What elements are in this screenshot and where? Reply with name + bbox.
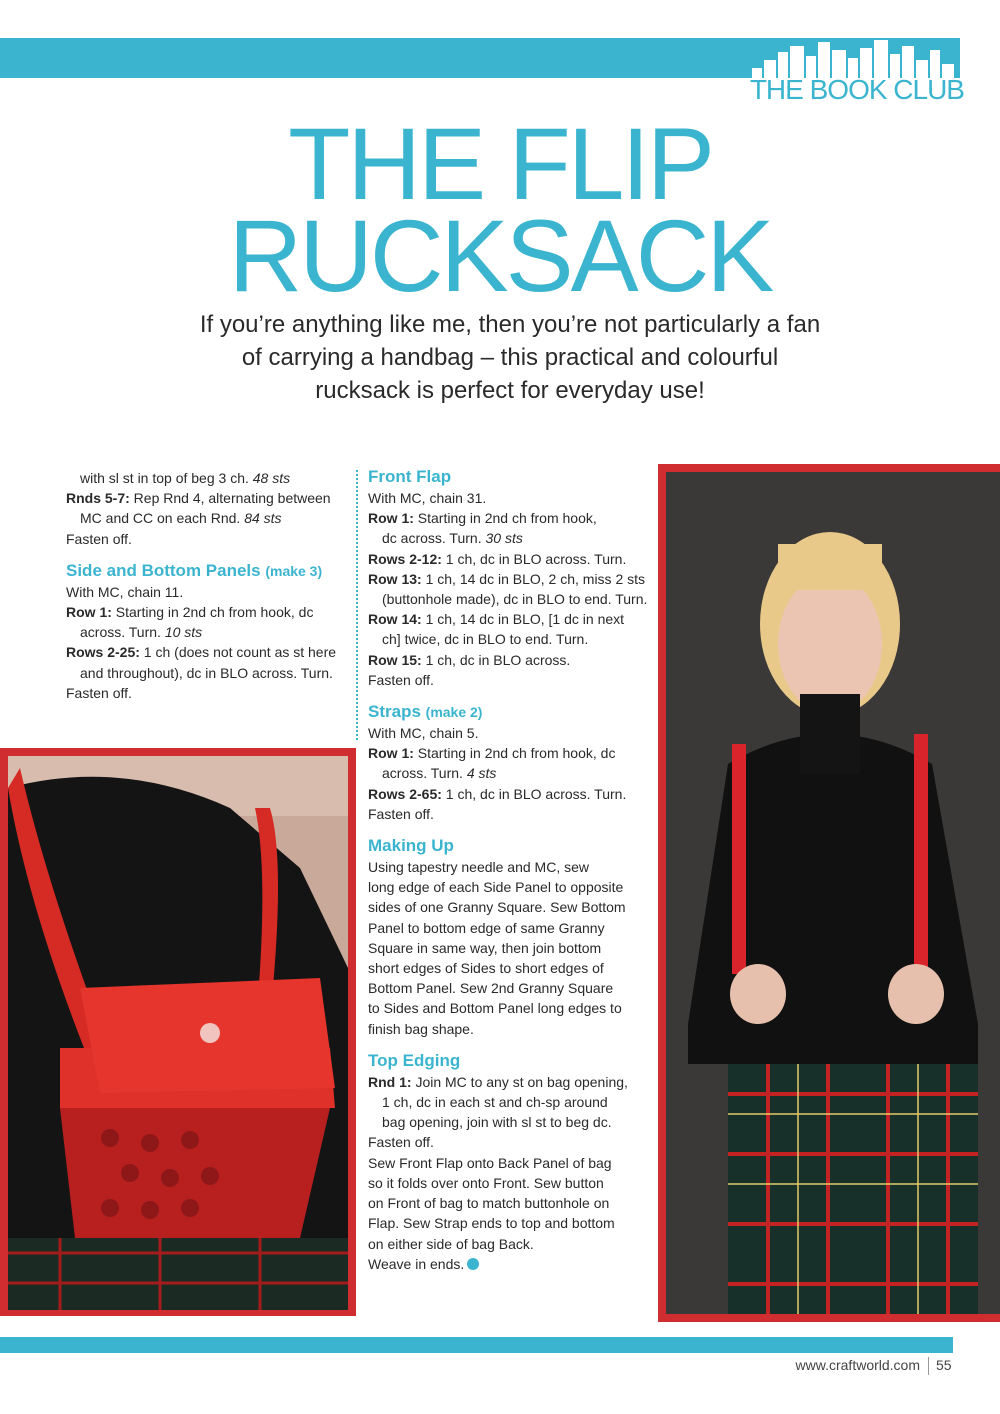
pattern-line bbox=[368, 650, 658, 670]
pattern-line: short edges of Sides to short edges of bbox=[368, 960, 604, 977]
pattern-line: Fasten off. bbox=[368, 671, 434, 688]
pattern-line: on either side of bag Back. bbox=[368, 1235, 534, 1252]
row-label: Row 15: bbox=[368, 651, 422, 668]
pattern-line bbox=[368, 1072, 658, 1092]
pattern-line: Using tapestry needle and MC, sew bbox=[368, 859, 589, 876]
stitch-count: 4 sts bbox=[466, 765, 497, 782]
line-text: 1 ch, dc in BLO across. Turn. bbox=[441, 550, 627, 567]
pattern-line: sides of one Granny Square. Sew Bottom bbox=[368, 899, 626, 916]
pattern-line: Fasten off. bbox=[368, 805, 434, 822]
pattern-line: Panel to bottom edge of same Granny bbox=[368, 919, 605, 936]
pattern-line bbox=[66, 468, 356, 488]
pattern-line: and throughout), dc in BLO across. Turn. bbox=[80, 664, 333, 681]
pattern-line: Square in same way, then join bottom bbox=[368, 939, 602, 956]
pattern-line bbox=[368, 569, 658, 589]
pattern-line: bag opening, join with sl st to beg dc. bbox=[382, 1114, 612, 1131]
pattern-line bbox=[368, 528, 658, 548]
line-text: Join MC to any st on bag opening, bbox=[411, 1073, 628, 1090]
pattern-line: 1 ch, dc in each st and ch-sp around bbox=[382, 1094, 608, 1111]
pattern-line: on Front of bag to match buttonhole on bbox=[368, 1195, 610, 1212]
line-text: Weave in ends. bbox=[368, 1255, 465, 1272]
pattern-line bbox=[368, 1254, 658, 1274]
pattern-line bbox=[66, 488, 356, 508]
pattern-line: (buttonhole made), dc in BLO to end. Turn. bbox=[382, 591, 648, 608]
footer-separator bbox=[928, 1357, 929, 1375]
heading-text: Straps bbox=[368, 702, 421, 722]
line-text: across. Turn. bbox=[80, 624, 165, 641]
row-label: Row 14: bbox=[368, 611, 422, 628]
row-label: Rnds 5-7: bbox=[66, 490, 130, 507]
rucksack-photo bbox=[0, 748, 356, 1316]
line-text: across. Turn. bbox=[382, 765, 467, 782]
pattern-line: With MC, chain 5. bbox=[368, 725, 479, 742]
model-photo bbox=[658, 464, 1000, 1322]
line-text: 1 ch, 14 dc in BLO, [1 dc in next bbox=[421, 611, 625, 628]
intro-line: rucksack is perfect for everyday use! bbox=[315, 377, 705, 404]
row-label: Row 13: bbox=[368, 570, 422, 587]
row-label: Rnd 1: bbox=[368, 1073, 412, 1090]
section-label: THE BOOK CLUB bbox=[749, 74, 964, 105]
article-title-line1: THE FLIP bbox=[288, 107, 712, 221]
page-number: 55 bbox=[936, 1357, 952, 1373]
pattern-line bbox=[66, 602, 356, 622]
pattern-line bbox=[368, 784, 658, 804]
line-text: 1 ch (does not count as st here bbox=[139, 644, 337, 661]
pattern-line: With MC, chain 31. bbox=[368, 490, 487, 506]
pattern-line bbox=[368, 743, 658, 763]
line-text: Rep Rnd 4, alternating between bbox=[129, 490, 331, 507]
pattern-line: Fasten off. bbox=[66, 530, 132, 547]
pattern-line bbox=[368, 609, 658, 629]
pattern-line: Fasten off. bbox=[368, 1134, 434, 1151]
intro-paragraph bbox=[150, 308, 870, 407]
stitch-count: 10 sts bbox=[164, 624, 203, 641]
row-label: Row 1: bbox=[368, 745, 414, 762]
line-text: 1 ch, dc in BLO across. bbox=[421, 651, 571, 668]
pattern-line: so it folds over onto Front. Sew button bbox=[368, 1174, 604, 1191]
pattern-column-1 bbox=[66, 468, 356, 703]
book-skyline-icon bbox=[742, 38, 964, 78]
row-label: Rows 2-12: bbox=[368, 550, 442, 567]
rucksack-photo-image bbox=[0, 748, 356, 1316]
line-text: Starting in 2nd ch from hook, bbox=[413, 510, 597, 527]
straps-heading bbox=[368, 701, 658, 723]
pattern-line bbox=[368, 549, 658, 569]
heading-sub: (make 2) bbox=[425, 704, 483, 721]
heading-text: Side and Bottom Panels bbox=[66, 560, 261, 580]
yarn-ball-icon bbox=[467, 1258, 479, 1270]
stitch-count: 84 sts bbox=[244, 510, 282, 527]
top-edging-heading: Top Edging bbox=[368, 1050, 461, 1070]
pattern-line: Bottom Panel. Sew 2nd Granny Square bbox=[368, 980, 614, 997]
row-label: Rows 2-25: bbox=[66, 644, 140, 661]
article-title-line2: RUCKSACK bbox=[228, 199, 772, 313]
line-text: 1 ch, dc in BLO across. Turn. bbox=[441, 785, 627, 802]
making-up-heading: Making Up bbox=[368, 836, 454, 856]
pattern-line bbox=[368, 763, 658, 783]
stitch-count: 30 sts bbox=[485, 530, 523, 547]
line-text: 1 ch, 14 dc in BLO, 2 ch, miss 2 sts bbox=[421, 570, 646, 587]
line-text: Starting in 2nd ch from hook, dc bbox=[413, 745, 616, 762]
pattern-line: long edge of each Side Panel to opposite bbox=[368, 879, 624, 896]
pattern-column-2 bbox=[368, 466, 658, 1274]
heading-sub: (make 3) bbox=[265, 562, 323, 579]
pattern-line: to Sides and Bottom Panel long edges to bbox=[368, 1000, 622, 1017]
row-label: Rows 2-65: bbox=[368, 785, 442, 802]
line-text: dc across. Turn. bbox=[382, 530, 486, 547]
pattern-line: With MC, chain 11. bbox=[66, 583, 184, 600]
model-photo-image bbox=[658, 464, 1000, 1322]
side-panels-heading bbox=[66, 560, 356, 582]
column-divider bbox=[356, 470, 358, 740]
line-text: MC and CC on each Rnd. bbox=[80, 510, 245, 527]
line-text: with sl st in top of beg 3 ch. bbox=[80, 470, 253, 486]
pattern-line: Fasten off. bbox=[66, 684, 132, 701]
pattern-line: Flap. Sew Strap ends to top and bottom bbox=[368, 1215, 615, 1232]
pattern-line: ch] twice, dc in BLO to end. Turn. bbox=[382, 631, 589, 648]
row-label: Row 1: bbox=[368, 510, 414, 527]
pattern-line bbox=[368, 508, 658, 528]
pattern-line bbox=[66, 642, 356, 662]
line-text: Starting in 2nd ch from hook, dc bbox=[111, 604, 314, 621]
pattern-line: Sew Front Flap onto Back Panel of bag bbox=[368, 1154, 612, 1171]
pattern-line: finish bag shape. bbox=[368, 1020, 474, 1037]
pattern-line bbox=[66, 508, 356, 528]
pattern-line bbox=[66, 622, 356, 642]
footer-bar bbox=[0, 1337, 953, 1353]
row-label: Row 1: bbox=[66, 604, 112, 621]
intro-line: If you’re anything like me, then you’re not particularly a fan bbox=[199, 311, 821, 338]
front-flap-heading: Front Flap bbox=[368, 467, 452, 486]
footer-url: www.craftworld.com bbox=[795, 1357, 920, 1373]
stitch-count: 48 sts bbox=[252, 470, 291, 486]
intro-line: of carrying a handbag – this practical and colourful bbox=[241, 344, 779, 371]
